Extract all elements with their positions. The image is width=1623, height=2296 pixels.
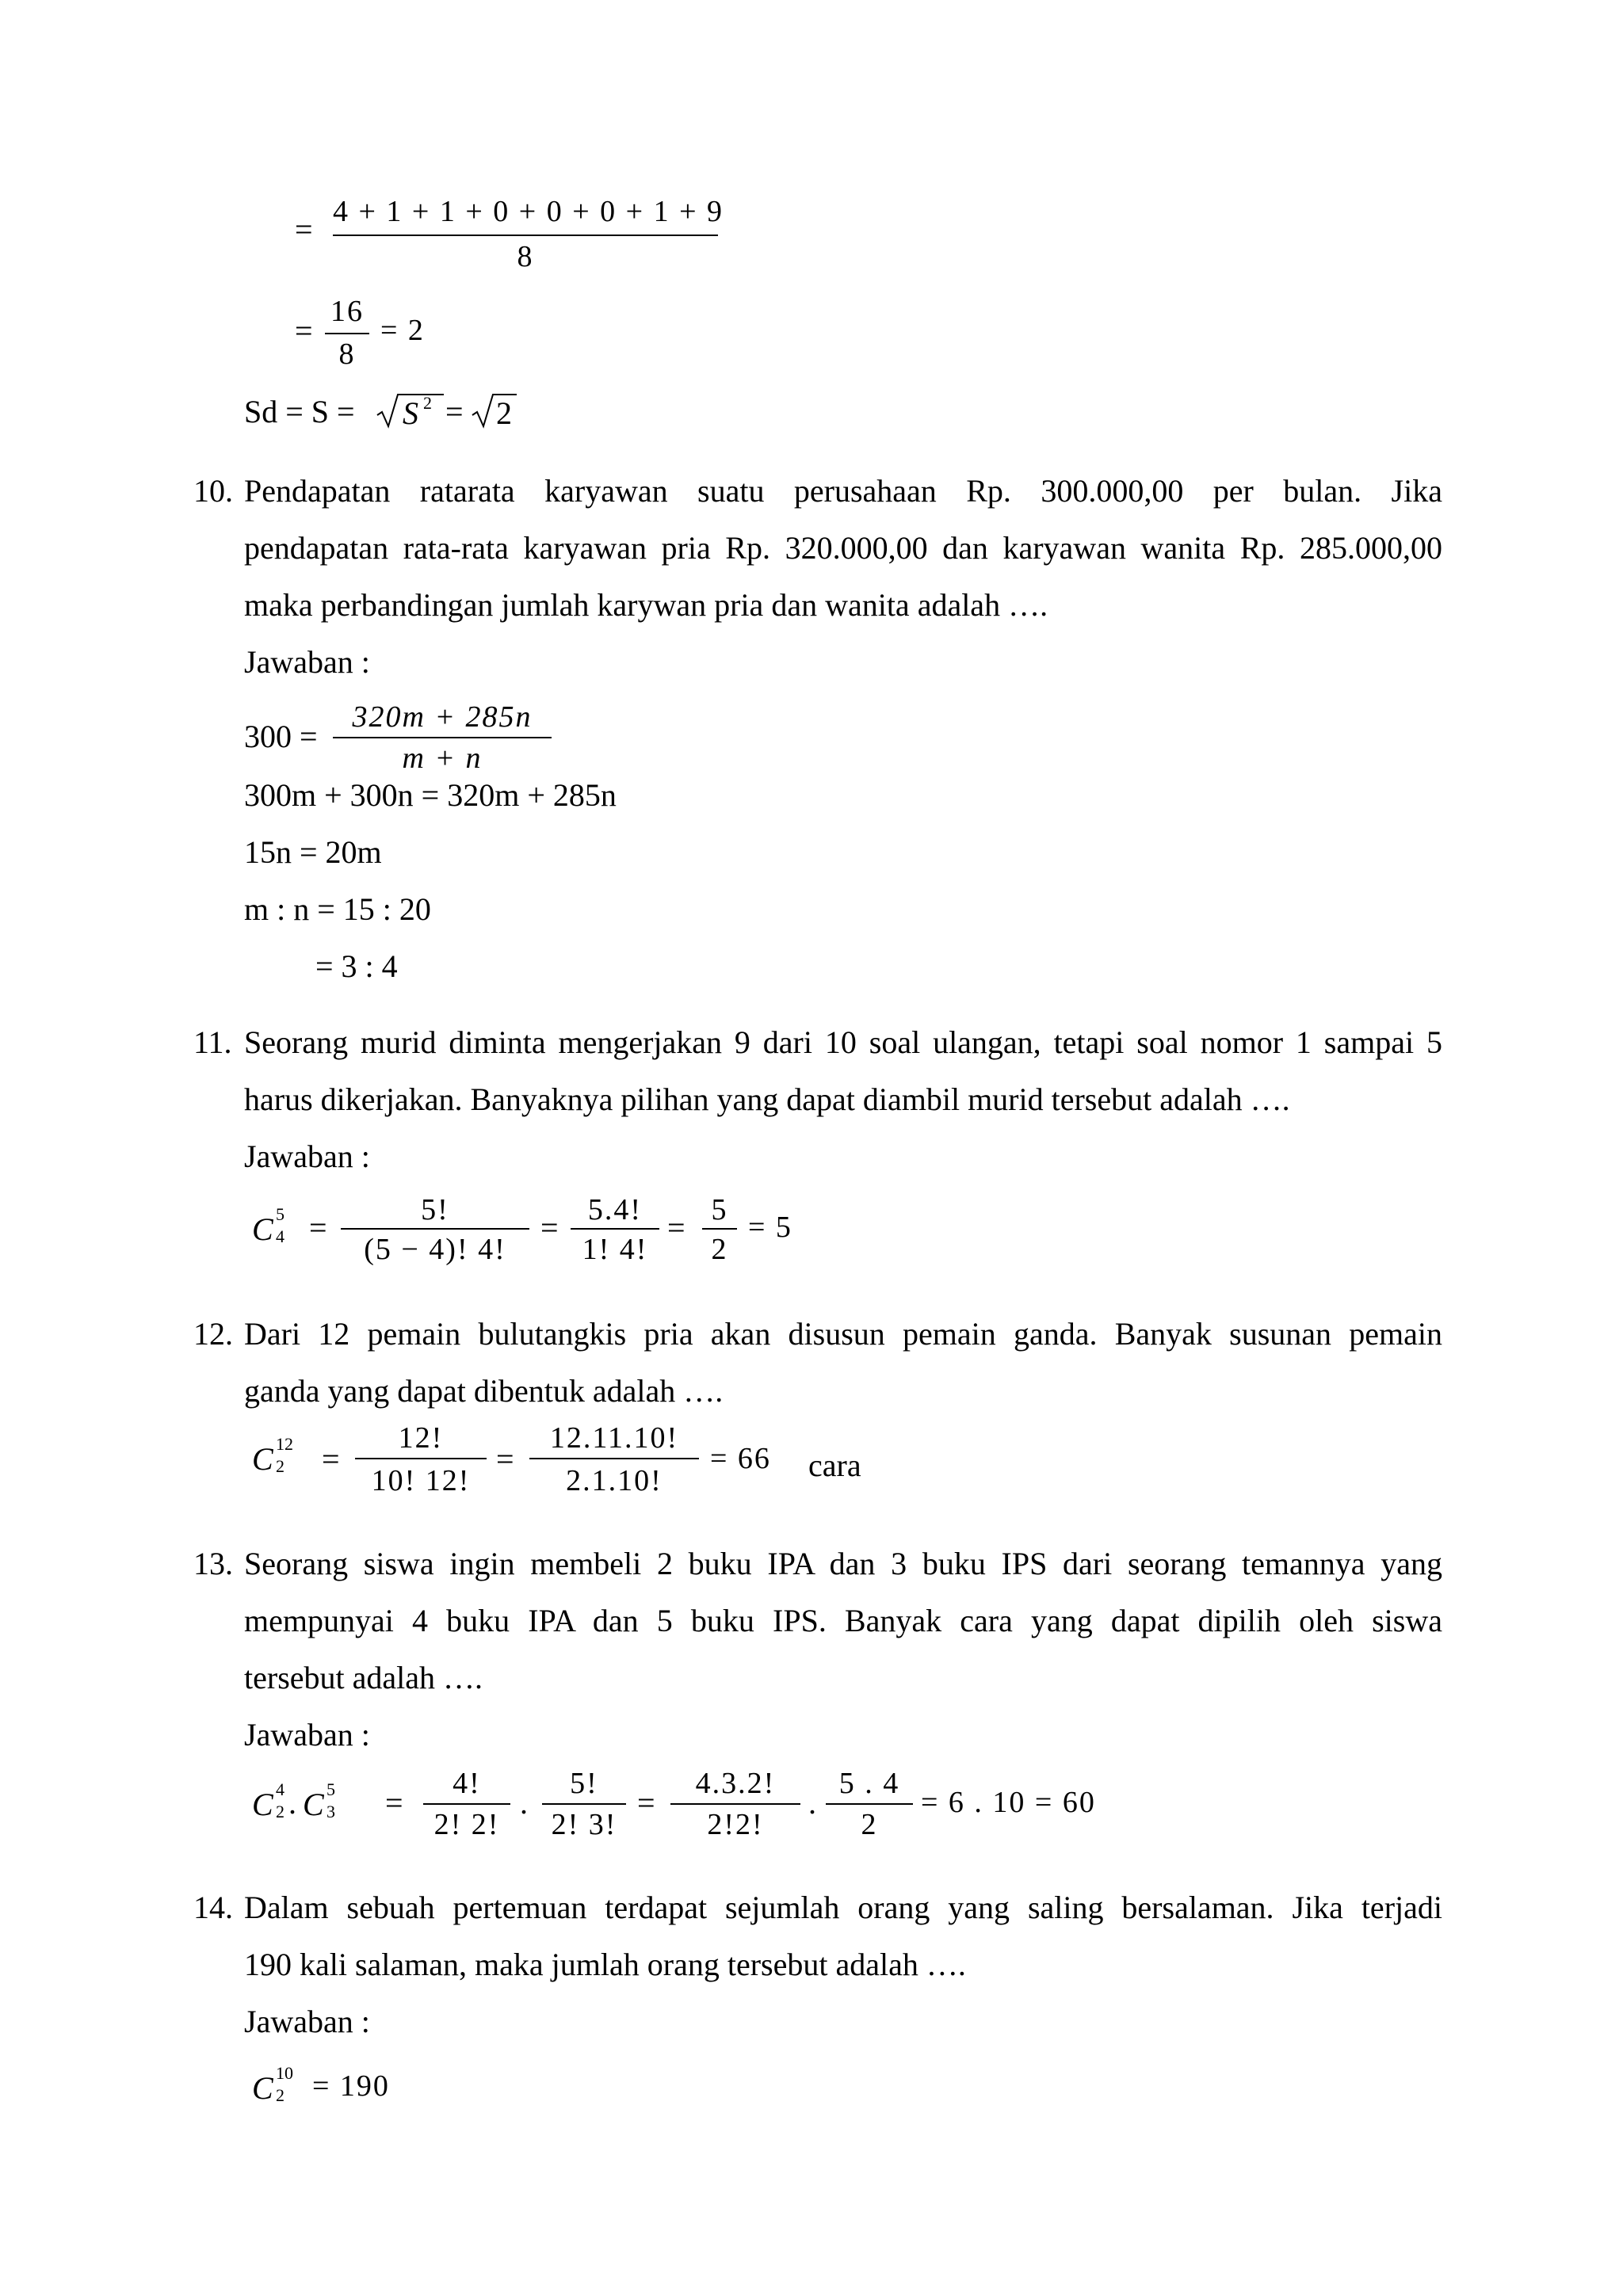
question-text-line: Dari 12 pemain bulutangkis pria akan disusun pemain ganda. Banyak susunan pemain [244,1316,1442,1352]
result: = 66 [710,1442,771,1475]
fraction-numerator: 4.3.2! [695,1767,776,1800]
fraction-numerator: 5.4! [587,1193,643,1226]
answer-label: Jawaban : [244,1138,370,1174]
solution-step: 300m + 300n = 320m + 285n [244,777,617,813]
question-text-line: maka perbandingan jumlah karywan pria dan wanita adalah …. [244,587,1048,623]
question-text-line: tersebut adalah …. [244,1660,483,1695]
answer-label: Jawaban : [244,1717,370,1753]
result-unit: cara [808,1447,861,1483]
equals-sign: = [309,1210,327,1245]
fraction-bar [670,1803,800,1805]
fraction-result: = 2 [380,314,425,347]
fraction-denominator: 2! 3! [551,1808,617,1841]
equals-sign: = [385,1785,403,1821]
sd-formula-prefix: Sd = S = [244,394,355,429]
equals-sign: = [496,1441,514,1477]
fraction-numerator: 12! [398,1421,444,1455]
result: = 190 [312,2069,390,2103]
fraction-numerator: 5! [570,1767,598,1800]
equals-sign: = [667,1210,685,1245]
question-number: 10. [193,473,233,509]
result: = 6 . 10 = 60 [921,1786,1096,1819]
fraction-numerator: 12.11.10! [549,1421,679,1455]
question-text-line: Dalam sebuah pertemuan terdapat sejumlah orang yang saling bersalaman. Jika terjadi [244,1890,1442,1925]
fraction-bar [355,1458,487,1459]
fraction-numerator: 5 [711,1193,728,1226]
combination-symbol: C 4 2 [252,1779,285,1822]
fraction-denominator: 10! 12! [371,1464,471,1497]
fraction-bar [571,1228,659,1230]
fraction-denominator: m + n [402,742,483,775]
fraction-numerator: 4! [453,1767,481,1800]
answer-label: Jawaban : [244,2004,370,2039]
result: = 5 [748,1211,792,1244]
multiplication-dot: . [808,1785,816,1821]
question-text-line: mempunyai 4 buku IPA dan 5 buku IPS. Banyak cara yang dapat dipilih oleh siswa [244,1603,1442,1638]
fraction-denominator: 1! 4! [582,1233,648,1266]
fraction-denominator: 2 [711,1233,728,1266]
equation-lhs: 300 = [244,719,318,754]
fraction-bar [423,1803,510,1805]
question-text-line: ganda yang dapat dibentuk adalah …. [244,1373,724,1409]
fraction-bar [333,737,552,738]
combination-symbol: C 10 2 [252,2063,293,2106]
question-text-line: Seorang siswa ingin membeli 2 buku IPA dan 3 buku IPS dari seorang temannya yang [244,1546,1442,1581]
fraction-numerator: 5 . 4 [838,1767,900,1800]
fraction-bar [542,1803,626,1805]
equals-sign: = [540,1210,559,1245]
answer-label: Jawaban : [244,644,370,680]
fraction-denominator: 2!2! [707,1808,764,1841]
fraction-bar [325,333,369,334]
combination-symbol: C 5 4 [252,1204,285,1247]
fraction-denominator: 2 [861,1808,878,1841]
fraction-denominator: 8 [338,338,356,371]
question-text-line: harus dikerjakan. Banyaknya pilihan yang dapat diambil murid tersebut adalah …. [244,1081,1290,1117]
multiplication-dot: . [520,1785,528,1821]
equals-sign: = [322,1441,340,1477]
question-number: 12. [193,1316,233,1352]
question-number: 13. [193,1546,233,1581]
combination-symbol: C 5 3 [303,1779,335,1822]
fraction-numerator: 4 + 1 + 1 + 0 + 0 + 0 + 1 + 9 [333,195,724,228]
solution-step: = 3 : 4 [315,948,398,984]
combination-symbol: C 12 2 [252,1434,293,1477]
equals-sign: = [295,212,313,247]
fraction-denominator: 2! 2! [433,1808,500,1841]
question-text-line: Seorang murid diminta mengerjakan 9 dari 10 soal ulangan, tetapi soal nomor 1 sampai 5 [244,1024,1442,1060]
equals-sign: = [295,313,313,349]
fraction-numerator: 5! [421,1193,449,1226]
fraction-numerator: 320m + 285n [352,700,533,734]
solution-step: m : n = 15 : 20 [244,891,431,927]
fraction-denominator: 2.1.10! [566,1464,663,1497]
fraction-numerator: 16 [330,295,364,328]
solution-step: 15n = 20m [244,834,382,870]
multiplication-dot: . [288,1785,296,1821]
question-text-line: pendapatan rata-rata karyawan pria Rp. 320.000,00 dan karyawan wanita Rp. 285.000,00 [244,530,1442,566]
fraction-bar [702,1228,737,1230]
equals-sign: = [637,1785,655,1821]
question-text-line: Pendapatan ratarata karyawan suatu perusahaan Rp. 300.000,00 per bulan. Jika [244,473,1442,509]
question-text-line: 190 kali salaman, maka jumlah orang tersebut adalah …. [244,1947,966,1982]
fraction-denominator: (5 − 4)! 4! [364,1233,506,1266]
fraction-bar [333,235,718,236]
square-root-two: 2 [471,391,517,431]
equals-sign: = [445,394,464,429]
question-number: 11. [193,1024,232,1060]
fraction-bar [529,1458,699,1459]
fraction-bar [826,1803,913,1805]
square-root-s-squared: S 2 [376,391,444,431]
question-number: 14. [193,1890,233,1925]
fraction-bar [341,1228,529,1230]
fraction-denominator: 8 [517,240,534,273]
